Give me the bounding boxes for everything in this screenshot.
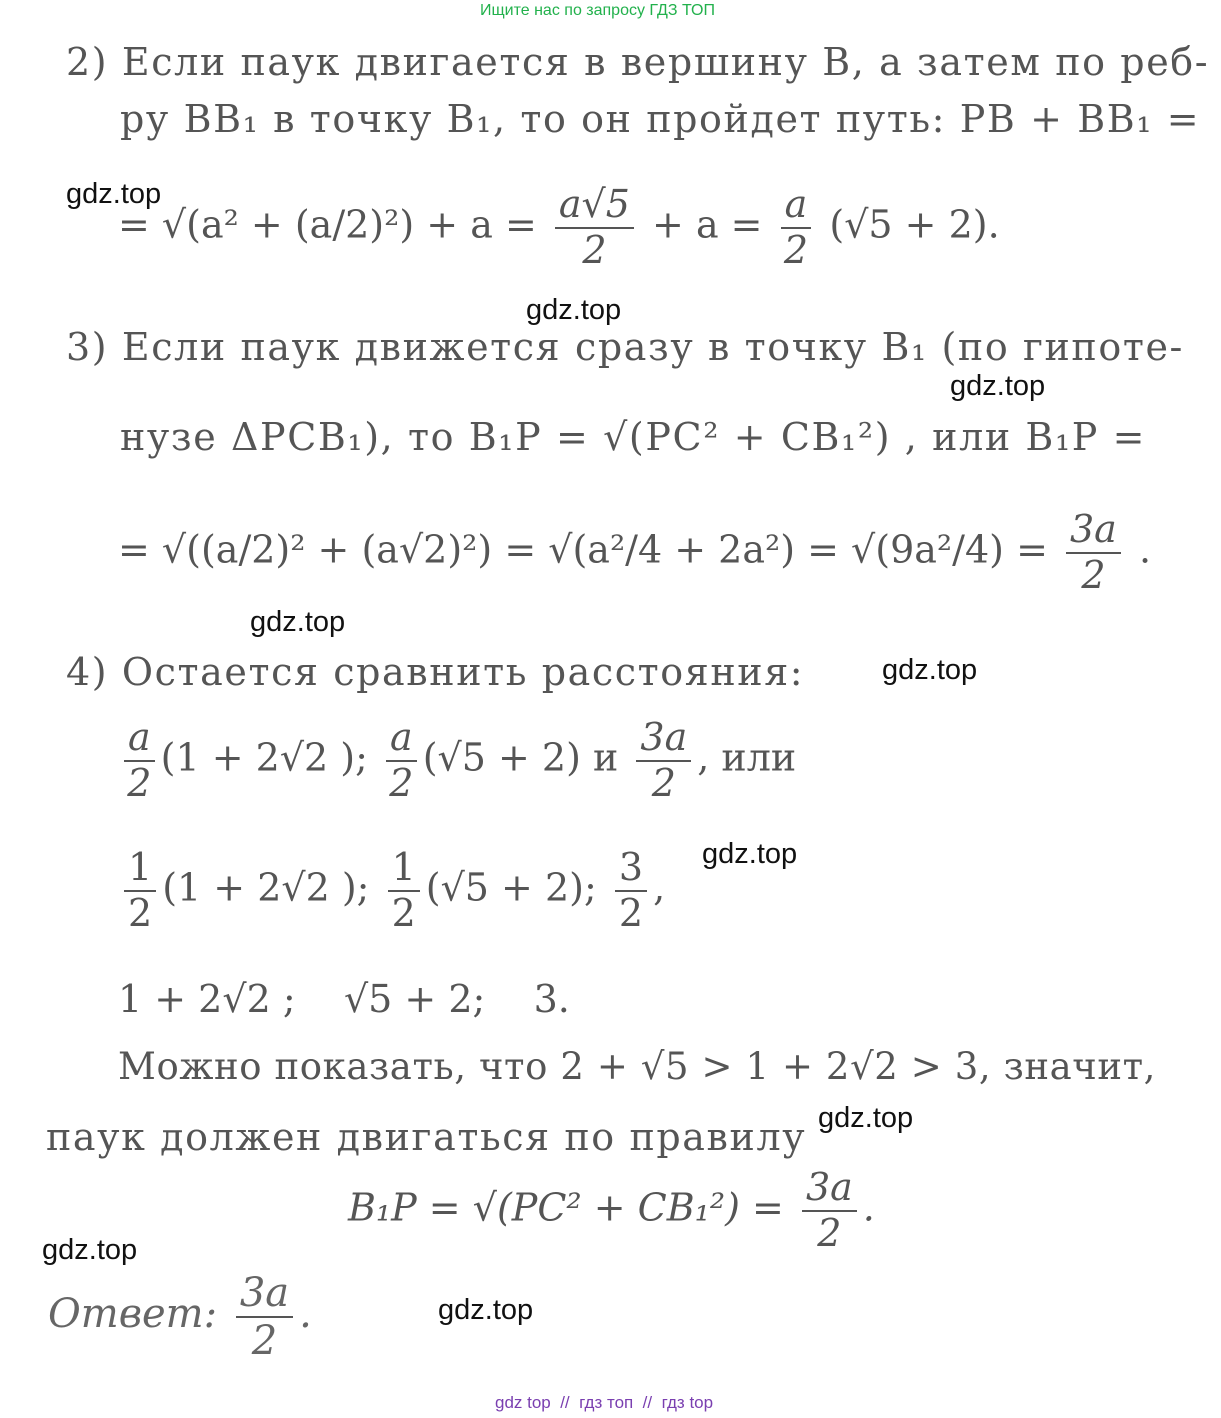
item2-frac1-num: a√5: [555, 185, 634, 229]
watermark: gdz.top: [438, 1294, 534, 1326]
item4-row1-frac3: [636, 715, 691, 805]
item4-row1-frac1: [124, 715, 155, 805]
watermark: gdz.top: [250, 606, 346, 638]
item4-row2-frac2-num: 1: [388, 848, 420, 892]
item4-row1-text1: (1 + 2√2 );: [160, 735, 368, 780]
item3-eq: =: [1016, 527, 1048, 572]
watermark: gdz.top: [66, 178, 162, 210]
item4-row1-frac2-den: 2: [389, 760, 414, 805]
item3-dot: .: [1138, 527, 1152, 572]
item2-frac2: [781, 182, 812, 272]
item4-rule-frac-num: 3a: [802, 1168, 857, 1212]
item4-row1-frac1-num: a: [124, 718, 155, 762]
item4-row1-frac2: [386, 715, 417, 805]
item4-row1-frac2-num: a: [386, 718, 417, 762]
item4-row1: [118, 715, 797, 805]
item4-row2: [118, 845, 666, 935]
answer-frac: [236, 1272, 293, 1362]
item2-frac2-num: a: [781, 185, 812, 229]
item4-row1-frac3-num: 3a: [636, 718, 691, 762]
item3-result-num: 3a: [1066, 510, 1121, 554]
item2-frac1: [555, 182, 634, 272]
item2-formula: [118, 182, 1000, 272]
watermark: gdz.top: [818, 1102, 914, 1134]
item2-frac1-den: 2: [582, 227, 607, 272]
item3-result: [1066, 507, 1121, 597]
answer-label: Ответ:: [48, 1291, 218, 1337]
item3-line2: нузе ΔPCB₁), то B₁P = √(PC² + CB₁²) , или B₁P =: [120, 415, 1147, 459]
item4-rule-formula: [348, 1165, 875, 1255]
item4-rule-line: паук должен двигаться по правилу: [46, 1115, 807, 1159]
item2-formula-mid: + a =: [426, 202, 537, 247]
item2-line1: 2) Если паук двигается в вершину B, а затем по реб-: [66, 40, 1210, 84]
item4-row1-text2: (√5 + 2) и: [422, 735, 619, 780]
item3-formula: [118, 507, 1152, 597]
item3-formula-mid2: = √(9a²/4): [807, 527, 1004, 572]
item3-formula-mid: = √(a²/4 + 2a²): [504, 527, 796, 572]
item2-formula-end: (√5 + 2).: [829, 202, 1000, 247]
item4-row2-frac2: [388, 845, 420, 935]
item4-line1: 4) Остается сравнить расстояния:: [66, 650, 805, 694]
item2-frac2-den: 2: [783, 227, 809, 272]
item4-rule-dot: .: [862, 1185, 875, 1230]
item2-line2: ру BB₁ в точку B₁, то он пройдет путь: PB + BB₁ =: [120, 97, 1201, 141]
answer-dot: .: [299, 1291, 312, 1337]
item4-row2-frac1: [124, 845, 156, 935]
item4-row1-frac1-den: 2: [127, 760, 152, 805]
item4-row1-frac3-den: 2: [651, 760, 676, 805]
item4-row2-text3: ,: [653, 865, 666, 910]
watermark: gdz.top: [526, 294, 622, 326]
item2-formula-mid2: + a =: [652, 202, 763, 247]
item4-row2-text2: (√5 + 2);: [425, 865, 597, 910]
item3-line1: 3) Если паук движется сразу в точку B₁ (по гипоте-: [66, 325, 1184, 369]
item4-row2-frac3-den: 2: [618, 890, 644, 935]
watermark: gdz.top: [42, 1234, 138, 1266]
item4-row2-frac2-den: 2: [391, 890, 416, 935]
watermark: gdz.top: [950, 370, 1046, 402]
item4-compare-line: Можно показать, что 2 + √5 > 1 + 2√2 > 3, значит,: [118, 1045, 1157, 1088]
item4-rule-frac: [802, 1165, 857, 1255]
item4-row2-text1: (1 + 2√2 );: [162, 865, 370, 910]
item4-row3: 1 + 2√2 ; √5 + 2; 3.: [118, 977, 570, 1021]
answer-frac-den: 2: [251, 1318, 278, 1364]
header-search-hint: Ищите нас по запросу ГДЗ ТОП: [480, 2, 715, 19]
item4-row2-frac1-num: 1: [124, 848, 156, 892]
answer-frac-num: 3a: [236, 1272, 293, 1318]
watermark: gdz.top: [702, 838, 798, 870]
item4-row1-text3: , или: [697, 735, 797, 780]
item4-rule-formula-text: B₁P = √(PC² + CB₁²) =: [348, 1185, 784, 1230]
item4-row2-frac1-den: 2: [128, 890, 153, 935]
item2-formula-start: = √(a² + (a/2)²): [118, 202, 415, 247]
item4-row2-frac3: [615, 845, 647, 935]
item4-rule-frac-den: 2: [817, 1210, 842, 1255]
watermark: gdz.top: [882, 654, 978, 686]
answer: [48, 1272, 312, 1362]
item4-row2-frac3-num: 3: [615, 848, 647, 892]
item3-formula-start: = √((a/2)² + (a√2)²): [118, 527, 493, 572]
footer-links: gdz top // гдз топ // гдз top: [495, 1393, 714, 1412]
item3-result-den: 2: [1081, 552, 1106, 597]
